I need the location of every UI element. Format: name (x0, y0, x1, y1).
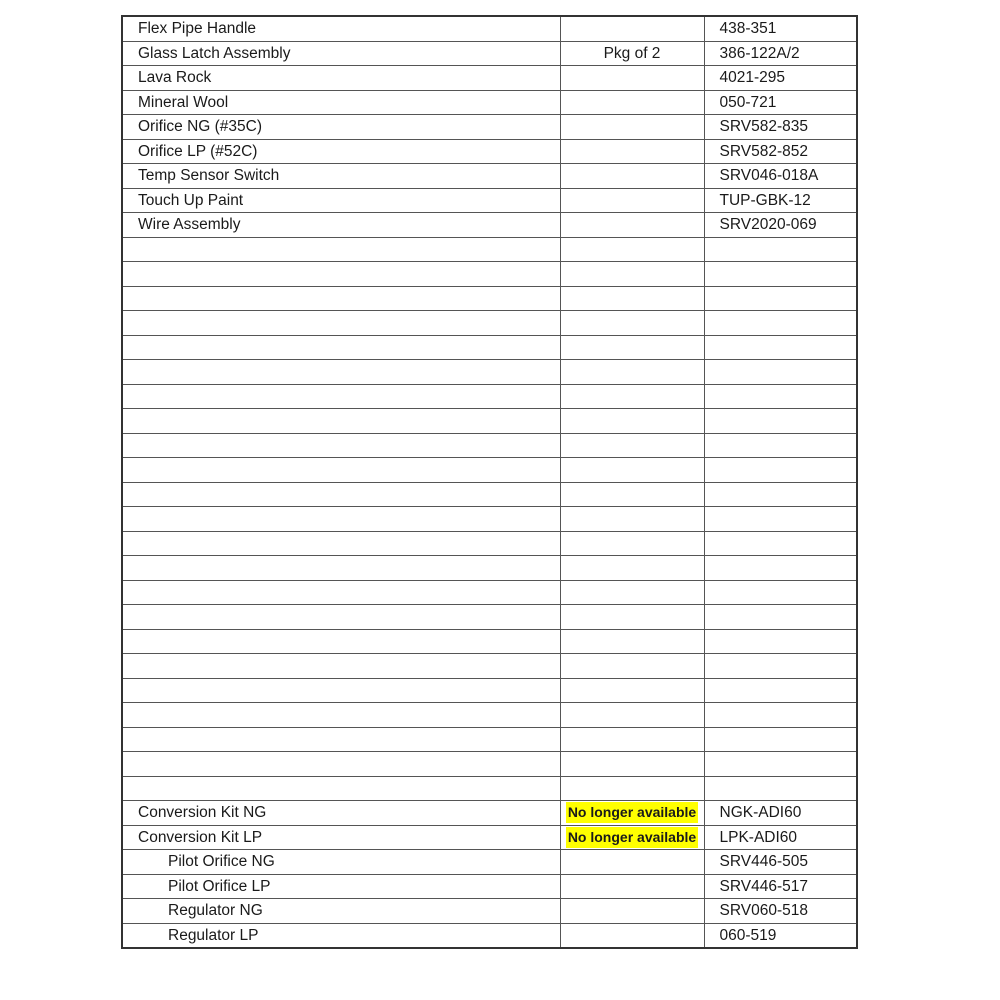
part-note-cell (560, 90, 704, 115)
part-name-cell (122, 286, 560, 311)
part-number-cell (704, 409, 857, 434)
table-row (122, 556, 857, 581)
part-name-cell (122, 433, 560, 458)
table-row (122, 41, 857, 66)
part-name-cell: Regulator LP (122, 923, 560, 948)
part-number-cell: SRV582-835 (704, 115, 857, 140)
table-row (122, 703, 857, 728)
part-number-cell: SRV582-852 (704, 139, 857, 164)
part-note-cell (560, 874, 704, 899)
part-number-cell (704, 629, 857, 654)
table-row (122, 923, 857, 948)
table-row (122, 874, 857, 899)
part-note-cell (560, 286, 704, 311)
table-row (122, 605, 857, 630)
part-number-cell (704, 433, 857, 458)
part-name-cell: Glass Latch Assembly (122, 41, 560, 66)
part-number-cell: SRV446-505 (704, 850, 857, 875)
table-row (122, 580, 857, 605)
part-note-cell (560, 66, 704, 91)
part-name-cell: Orifice LP (#52C) (122, 139, 560, 164)
table-row (122, 850, 857, 875)
part-name-cell (122, 409, 560, 434)
part-name-cell: Flex Pipe Handle (122, 16, 560, 41)
part-note-cell: Pkg of 2 (560, 41, 704, 66)
part-name-cell (122, 605, 560, 630)
part-number-cell: 050-721 (704, 90, 857, 115)
part-number-cell: LPK-ADI60 (704, 825, 857, 850)
table-row (122, 286, 857, 311)
part-number-cell (704, 237, 857, 262)
part-note-cell (560, 335, 704, 360)
part-note-cell (560, 188, 704, 213)
part-name-cell (122, 776, 560, 801)
part-name-cell (122, 654, 560, 679)
part-number-cell (704, 580, 857, 605)
table-row (122, 629, 857, 654)
part-name-cell (122, 458, 560, 483)
part-name-cell: Pilot Orifice NG (122, 850, 560, 875)
part-note-cell (560, 213, 704, 238)
part-note-cell (560, 678, 704, 703)
table-row (122, 678, 857, 703)
part-number-cell (704, 286, 857, 311)
part-note-cell (560, 801, 704, 826)
part-note-cell (560, 825, 704, 850)
table-row (122, 311, 857, 336)
part-name-cell (122, 678, 560, 703)
table-row (122, 213, 857, 238)
table-row (122, 16, 857, 41)
part-name-cell (122, 482, 560, 507)
part-name-cell (122, 556, 560, 581)
part-name-cell: Regulator NG (122, 899, 560, 924)
part-number-cell (704, 727, 857, 752)
part-note-cell (560, 409, 704, 434)
part-name-cell (122, 703, 560, 728)
part-number-cell: NGK-ADI60 (704, 801, 857, 826)
part-number-cell: SRV060-518 (704, 899, 857, 924)
table-row (122, 409, 857, 434)
table-row (122, 335, 857, 360)
part-number-cell: SRV2020-069 (704, 213, 857, 238)
table-row (122, 164, 857, 189)
part-name-cell: Temp Sensor Switch (122, 164, 560, 189)
table-row (122, 262, 857, 287)
part-note-cell (560, 776, 704, 801)
part-name-cell (122, 580, 560, 605)
table-row (122, 507, 857, 532)
part-number-cell (704, 654, 857, 679)
part-name-cell: Orifice NG (#35C) (122, 115, 560, 140)
availability-badge: No longer available (566, 827, 698, 848)
part-name-cell: Conversion Kit NG (122, 801, 560, 826)
parts-table-body (122, 16, 857, 948)
table-row (122, 531, 857, 556)
part-number-cell: TUP-GBK-12 (704, 188, 857, 213)
part-note-cell (560, 703, 704, 728)
part-name-cell (122, 237, 560, 262)
part-number-cell (704, 556, 857, 581)
part-note-cell (560, 384, 704, 409)
part-number-cell (704, 384, 857, 409)
table-row (122, 139, 857, 164)
part-name-cell (122, 335, 560, 360)
availability-badge: No longer available (566, 802, 698, 823)
part-name-cell (122, 507, 560, 532)
part-number-cell (704, 703, 857, 728)
part-name-cell (122, 360, 560, 385)
table-row (122, 801, 857, 826)
table-row (122, 66, 857, 91)
part-number-cell (704, 311, 857, 336)
part-note-cell (560, 507, 704, 532)
part-note-cell (560, 629, 704, 654)
part-number-cell: SRV046-018A (704, 164, 857, 189)
part-name-cell (122, 727, 560, 752)
part-name-cell (122, 262, 560, 287)
table-row (122, 458, 857, 483)
part-note-cell (560, 262, 704, 287)
part-note-cell (560, 531, 704, 556)
part-name-cell: Wire Assembly (122, 213, 560, 238)
part-number-cell (704, 335, 857, 360)
part-note-cell (560, 899, 704, 924)
part-note-cell (560, 311, 704, 336)
part-number-cell: 438-351 (704, 16, 857, 41)
part-note-cell (560, 850, 704, 875)
part-name-cell: Conversion Kit LP (122, 825, 560, 850)
part-note-cell (560, 654, 704, 679)
table-row (122, 360, 857, 385)
part-name-cell: Lava Rock (122, 66, 560, 91)
part-note-cell (560, 752, 704, 777)
table-row (122, 899, 857, 924)
table-row (122, 654, 857, 679)
part-note-cell (560, 164, 704, 189)
part-number-cell: 386-122A/2 (704, 41, 857, 66)
part-name-cell (122, 629, 560, 654)
part-number-cell (704, 678, 857, 703)
part-name-cell: Touch Up Paint (122, 188, 560, 213)
part-number-cell (704, 531, 857, 556)
table-row (122, 384, 857, 409)
part-note-cell (560, 16, 704, 41)
table-row (122, 752, 857, 777)
part-name-cell (122, 311, 560, 336)
part-note-cell (560, 482, 704, 507)
part-note-cell (560, 556, 704, 581)
table-row (122, 825, 857, 850)
part-number-cell (704, 482, 857, 507)
part-name-cell: Pilot Orifice LP (122, 874, 560, 899)
table-row (122, 188, 857, 213)
part-number-cell (704, 507, 857, 532)
part-number-cell (704, 605, 857, 630)
table-row (122, 115, 857, 140)
table-row (122, 482, 857, 507)
part-name-cell (122, 752, 560, 777)
part-note-cell (560, 727, 704, 752)
part-number-cell (704, 262, 857, 287)
part-number-cell: 4021-295 (704, 66, 857, 91)
part-number-cell (704, 776, 857, 801)
table-row (122, 90, 857, 115)
part-name-cell (122, 531, 560, 556)
part-note-cell (560, 237, 704, 262)
part-note-cell (560, 433, 704, 458)
part-note-cell (560, 923, 704, 948)
part-number-cell: SRV446-517 (704, 874, 857, 899)
part-note-cell (560, 458, 704, 483)
part-note-cell (560, 580, 704, 605)
part-number-cell (704, 360, 857, 385)
part-number-cell: 060-519 (704, 923, 857, 948)
part-number-cell (704, 458, 857, 483)
part-note-cell (560, 605, 704, 630)
parts-table (121, 15, 858, 949)
part-name-cell: Mineral Wool (122, 90, 560, 115)
part-name-cell (122, 384, 560, 409)
table-row (122, 727, 857, 752)
table-row (122, 433, 857, 458)
table-row (122, 237, 857, 262)
part-note-cell (560, 115, 704, 140)
part-note-cell (560, 139, 704, 164)
table-row (122, 776, 857, 801)
part-number-cell (704, 752, 857, 777)
part-note-cell (560, 360, 704, 385)
